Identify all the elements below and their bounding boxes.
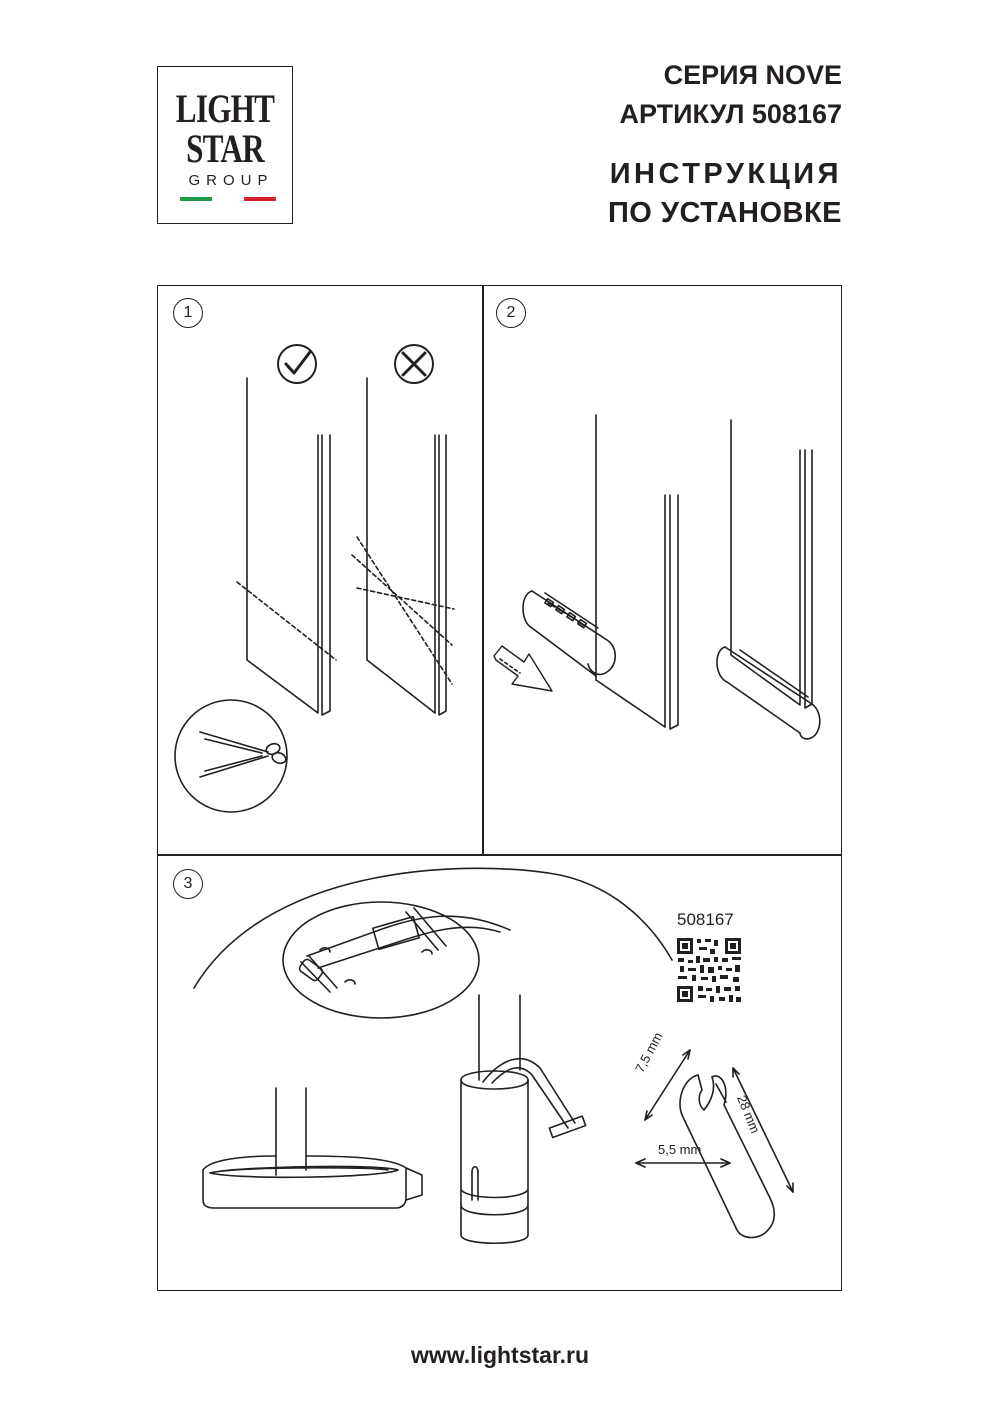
step2-cap-illustration [494, 415, 820, 739]
dimension-length-label: 28 mm [734, 1093, 763, 1136]
doc-title-line1: ИНСТРУКЦИЯ [609, 158, 842, 190]
check-circle-icon [278, 345, 316, 383]
model-number-label: 508167 [677, 910, 734, 929]
logo-text-star: STAR [186, 126, 264, 171]
step-number-1: 1 [173, 298, 203, 328]
cross-circle-icon [395, 345, 433, 383]
step-number-2: 2 [496, 298, 526, 328]
strip-correct-cut [237, 378, 336, 715]
scissors-icon [175, 700, 287, 812]
step-number-3: 3 [173, 869, 203, 899]
cylinder-mount [461, 995, 586, 1243]
dimension-width-label: 5,5 mm [658, 1142, 702, 1157]
qr-code-icon [677, 938, 741, 1002]
doc-title-line2: ПО УСТАНОВКЕ [607, 197, 842, 229]
article-label: АРТИКУЛ 508167 [619, 99, 842, 129]
series-label: СЕРИЯ NOVE [663, 60, 842, 90]
logo-text-light: LIGHT [175, 86, 275, 131]
dimension-height-label: 7,5 mm [632, 1029, 666, 1076]
end-cap-removable [523, 591, 615, 676]
coiled-strap [203, 1088, 422, 1208]
step1-cutting-illustration [175, 345, 454, 812]
logo-text-group: GROUP [188, 172, 274, 189]
strip-wrong-cut [352, 378, 454, 715]
arrow-icon [494, 646, 552, 691]
website-link[interactable]: www.lightstar.ru [410, 1342, 590, 1368]
